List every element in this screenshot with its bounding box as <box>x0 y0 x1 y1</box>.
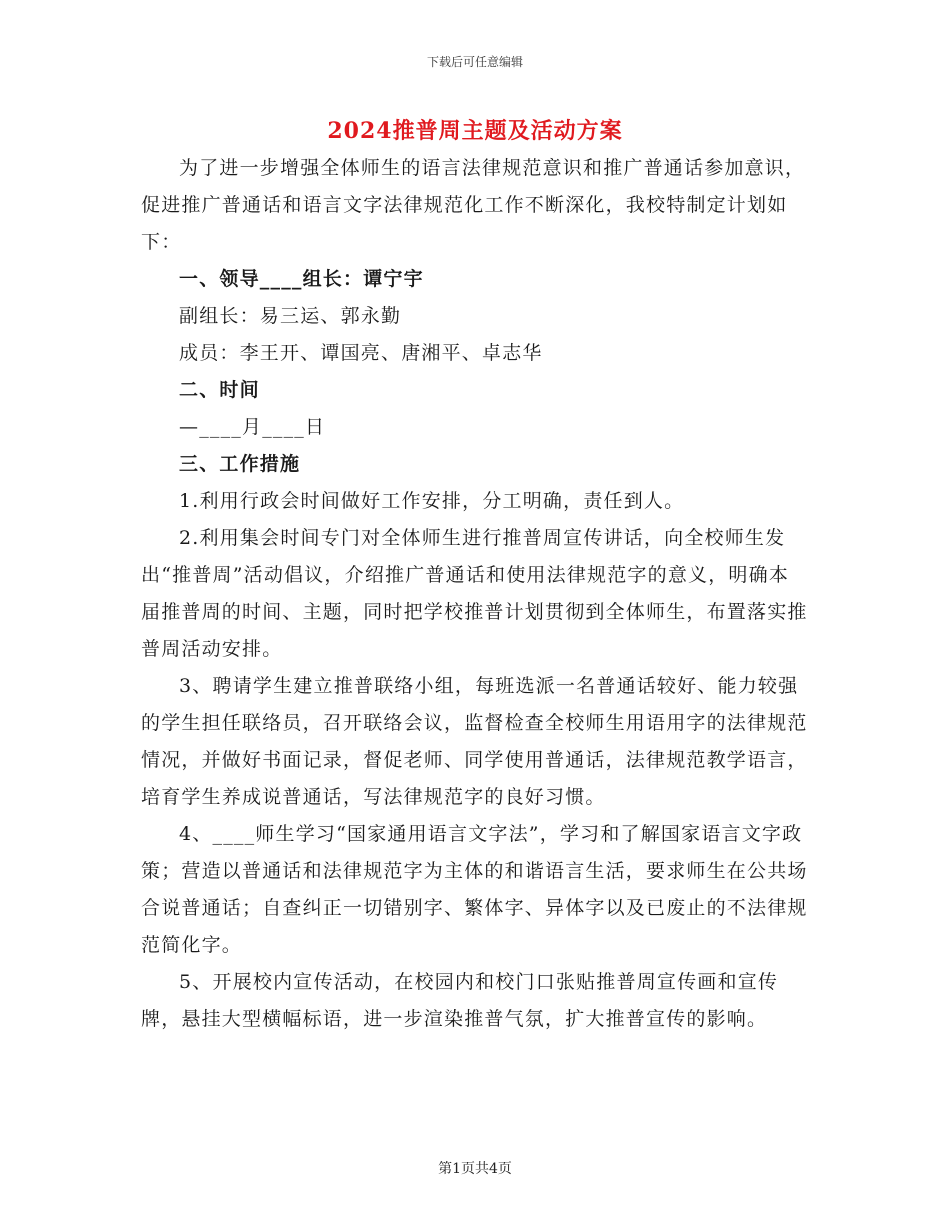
measure-item-4: 4、____师生学习“国家通用语言文字法”，学习和了解国家语言文字政策；营造以普通话和法律规范字为主体的和谐语言生活，要求师生在公共场合说普通话；自查纠正一切错别字、繁体字、异体字以及已废止的不法律规范简化字。 <box>141 823 808 956</box>
document-title: 2024推普周主题及活动方案 <box>327 118 623 144</box>
section-3-heading: 三、工作措施 <box>179 453 301 475</box>
header-note: 下载后可任意编辑 <box>426 55 523 69</box>
measure-item-5: 5、开展校内宣传活动，在校园内和校门口张贴推普周宣传画和宣传牌，悬挂大型横幅标语，进一步渲染推普气氛，扩大推普宣传的影响。 <box>141 971 779 1030</box>
intro-paragraph: 为了进一步增强全体师生的语言法律规范意识和推广普通话参加意识，促进推广普通话和语言文字法律规范化工作不断深化，我校特制定计划如下： <box>141 157 806 253</box>
members: 成员：李王开、谭国亮、唐湘平、卓志华 <box>179 342 543 364</box>
measure-item-2: 2.利用集会时间专门对全体师生进行推普周宣传讲话，向全校师生发出“推普周”活动倡议，介绍推广普通话和使用法律规范字的意义，明确本届推普周的时间、主题，同时把学校推普计划贯彻到全体师生，布置落实推普周活动安排。 <box>141 527 808 660</box>
date-line: —____月____日 <box>179 416 326 438</box>
section-2-heading: 二、时间 <box>179 379 260 401</box>
deputy-leaders: 副组长：易三运、郭永勤 <box>179 305 402 327</box>
measure-item-3: 3、聘请学生建立推普联络小组，每班选派一名普通话较好、能力较强的学生担任联络员，召开联络会议，监督检查全校师生用语用字的法律规范情况，并做好书面记录，督促老师、同学使用普通话，法律规范教学语言，培育学生养成说普通话，写法律规范字的良好习惯。 <box>141 675 808 808</box>
section-1-heading: 一、领导____组长：谭宁宇 <box>179 268 424 290</box>
measure-item-1: 1.利用行政会时间做好工作安排，分工明确，责任到人。 <box>179 490 685 512</box>
document-body <box>141 150 809 1038</box>
page-footer: 第1页共4页 <box>438 1161 512 1177</box>
